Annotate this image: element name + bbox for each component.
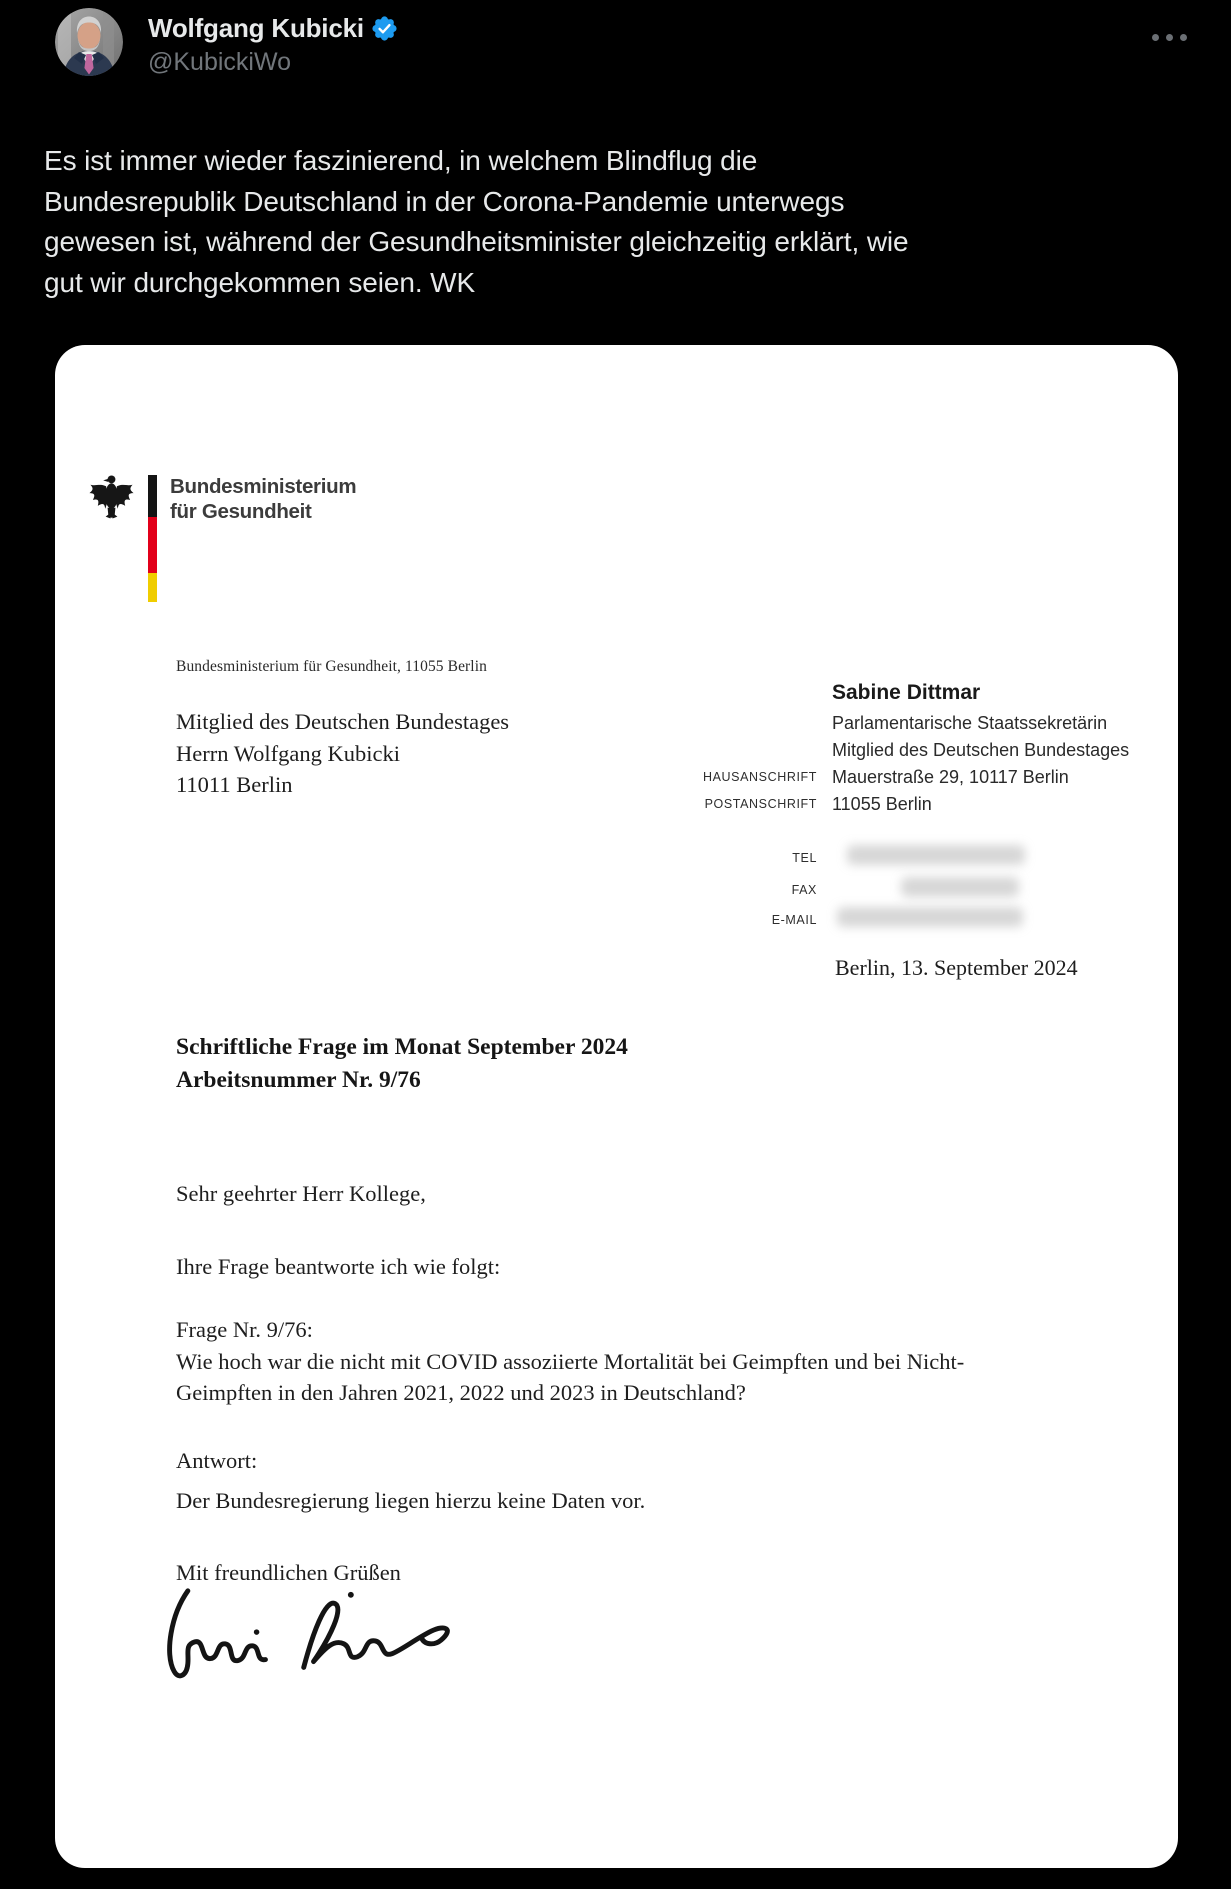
contact-title: Mitglied des Deutschen Bundestages — [832, 740, 1130, 760]
question-label: Frage Nr. 9/76: — [176, 1317, 313, 1342]
recipient-line: Herrn Wolfgang Kubicki — [176, 740, 400, 766]
answer-text: Der Bundesregierung liegen hierzu keine Daten vor. — [176, 1488, 646, 1513]
sender-line: Bundesministerium für Gesundheit, 11055 Berlin — [176, 658, 487, 675]
author-name-row — [148, 13, 397, 44]
recipient-line: Mitglied des Deutschen Bundestages — [176, 709, 510, 734]
ministry-logo-line2: für Gesundheit — [170, 500, 312, 523]
question-line: Geimpften in den Jahren 2021, 2022 und 2023 in Deutschland? — [176, 1380, 746, 1405]
ministry-logo-line1: Bundesministerium — [170, 475, 357, 498]
salutation: Sehr geehrter Herr Kollege, — [176, 1181, 426, 1206]
label-tel: TEL — [792, 851, 817, 865]
contact-title: Parlamentarische Staatssekretärin — [832, 713, 1108, 733]
tweet-text-line: gut wir durchgekommen seien. WK — [44, 266, 476, 298]
avatar-photo — [55, 8, 123, 76]
avatar[interactable] — [55, 8, 123, 76]
contact-name: Sabine Dittmar — [832, 681, 981, 704]
value-hausanschrift: Mauerstraße 29, 10117 Berlin — [832, 767, 1069, 787]
question-block — [176, 1314, 964, 1409]
redacted-fax-value — [901, 877, 1019, 897]
verified-badge-icon — [372, 16, 397, 41]
subject-line2: Arbeitsnummer Nr. 9/76 — [176, 1067, 421, 1093]
recipient-block — [176, 706, 509, 801]
recipient-line: 11011 Berlin — [176, 772, 293, 797]
label-fax: FAX — [791, 883, 817, 897]
dateline: Berlin, 13. September 2024 — [835, 955, 1078, 980]
question-line: Wie hoch war die nicht mit COVID assoziierte Mortalität bei Geimpften und bei Nicht- — [176, 1348, 965, 1374]
intro-line: Ihre Frage beantworte ich wie folgt: — [176, 1254, 501, 1279]
federal-eagle-icon — [88, 472, 135, 522]
redacted-tel-value — [847, 845, 1025, 865]
signature-sabine-dittmar — [158, 1583, 473, 1691]
subject-block — [176, 1031, 628, 1097]
author-handle[interactable]: @KubickiWo — [148, 48, 292, 76]
label-postanschrift: POSTANSCHRIFT — [704, 797, 817, 811]
answer-label: Antwort: — [176, 1448, 258, 1473]
attached-letter-image[interactable] — [55, 345, 1178, 1868]
label-hausanschrift: HAUSANSCHRIFT — [702, 770, 817, 784]
tweet-text-line: Bundesrepublik Deutschland in der Corona-Pandemie unterwegs — [44, 185, 845, 217]
closing-line: Mit freundlichen Grüßen — [176, 1560, 401, 1585]
value-postanschrift: 11055 Berlin — [832, 794, 932, 814]
more-icon[interactable] — [1146, 28, 1193, 47]
tweet-text-line: Es ist immer wieder faszinierend, in welchem Blindflug die — [44, 145, 758, 176]
subject-line1: Schriftliche Frage im Monat September 2024 — [176, 1034, 628, 1060]
tweet-text — [44, 141, 909, 303]
tweet-text-line: gewesen ist, während der Gesundheitsminister gleichzeitig erklärt, wie — [44, 226, 909, 257]
author-name[interactable]: Wolfgang Kubicki — [148, 13, 364, 43]
flag-stripe — [148, 475, 157, 602]
label-email: E-MAIL — [771, 913, 817, 927]
ministry-logo-text — [170, 474, 356, 524]
redacted-email-value — [837, 907, 1023, 927]
